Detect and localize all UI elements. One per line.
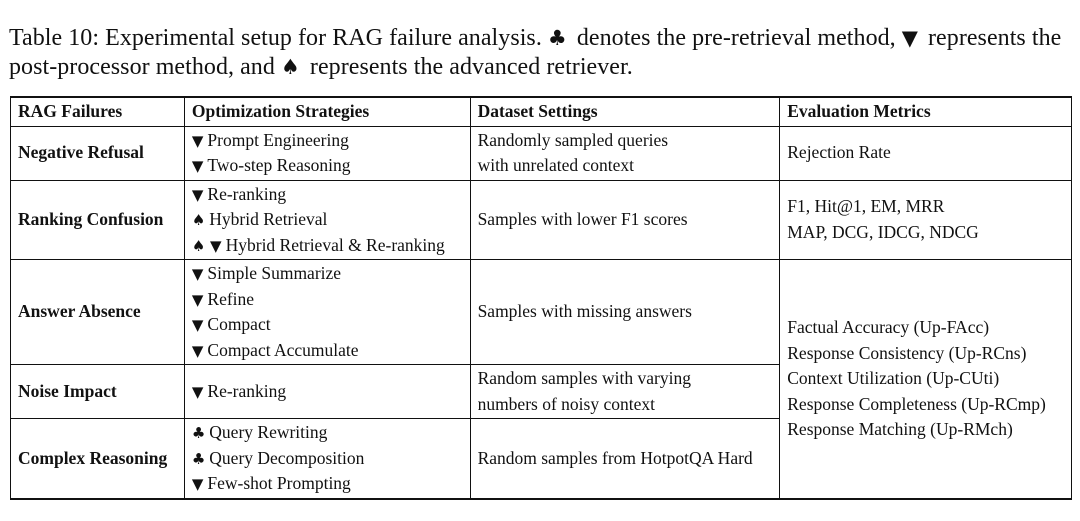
header-failures: RAG Failures <box>11 97 185 126</box>
metric-line: Rejection Rate <box>787 142 891 163</box>
strategy-text: Hybrid Retrieval & Re-ranking <box>225 234 445 255</box>
metric-line: Factual Accuracy (Up-FAcc) <box>787 317 990 337</box>
down-triangle-icon: ▼ <box>191 131 204 150</box>
caption-part3: represents the advanced retriever. <box>303 54 633 80</box>
spade-icon: ♠ <box>191 211 206 229</box>
failure-cell: Ranking Confusion <box>11 180 185 260</box>
dataset-cell <box>470 419 780 499</box>
header-dataset: Dataset Settings <box>470 97 780 126</box>
spade-icon: ♠ <box>280 55 300 79</box>
strategy-text: Compact Accumulate <box>207 339 359 360</box>
failure-cell: Answer Absence <box>11 260 185 365</box>
strategy-item <box>192 261 464 287</box>
club-icon: ♣ <box>191 449 206 468</box>
spade-down-triangle-icon: ♠ ▼ <box>191 236 222 255</box>
strategy-item <box>192 446 464 472</box>
strategy-item <box>192 182 464 208</box>
strategy-item <box>192 207 464 233</box>
metrics-cell <box>780 126 1072 180</box>
dataset-line: Samples with missing answers <box>477 301 692 322</box>
down-triangle-icon: ▼ <box>191 341 204 360</box>
strategy-item <box>192 420 464 446</box>
strategy-text: Refine <box>207 288 255 309</box>
header-row <box>11 97 1072 126</box>
strategies-cell <box>184 365 470 419</box>
header-strategies: Optimization Strategies <box>184 97 470 126</box>
strategy-text: Query Rewriting <box>209 422 328 442</box>
down-triangle-icon: ▼ <box>191 290 204 309</box>
strategy-text: Query Decomposition <box>209 447 365 468</box>
strategy-item <box>192 379 464 405</box>
caption-prefix: Table 10: Experimental setup for RAG failure analysis. <box>9 25 548 51</box>
dataset-line: Randomly sampled queries <box>477 129 669 150</box>
dataset-cell <box>470 260 780 365</box>
down-triangle-icon: ▼ <box>191 265 204 283</box>
metric-line: F1, Hit@1, EM, MRR <box>787 196 945 217</box>
caption-part2: represents the post-processor method, and <box>9 25 1062 80</box>
strategy-text: Re-ranking <box>207 380 287 401</box>
strategies-cell <box>184 126 470 180</box>
strategies-cell <box>184 260 470 365</box>
strategy-text: Prompt Engineering <box>207 129 349 150</box>
dataset-line: with unrelated context <box>477 155 635 175</box>
metric-line: Context Utilization (Up-CUti) <box>787 368 1000 388</box>
strategies-cell <box>184 419 470 499</box>
club-icon: ♣ <box>547 26 567 50</box>
down-triangle-icon: ▼ <box>901 26 918 50</box>
table-row <box>11 260 1072 365</box>
down-triangle-icon: ▼ <box>191 157 204 175</box>
strategy-text: Re-ranking <box>207 183 287 204</box>
strategy-text: Few-shot Prompting <box>207 473 351 493</box>
dataset-cell <box>470 126 780 180</box>
down-triangle-icon: ▼ <box>191 475 204 493</box>
club-icon: ♣ <box>191 424 206 442</box>
metric-line: Response Completeness (Up-RCmp) <box>787 393 1046 414</box>
table-row <box>11 180 1072 260</box>
metrics-cell <box>780 180 1072 260</box>
down-triangle-icon: ▼ <box>191 185 204 204</box>
table-caption <box>8 24 1074 82</box>
caption-part1: denotes the pre-retrieval method, <box>570 25 902 51</box>
metric-line: Response Matching (Up-RMch) <box>787 419 1013 439</box>
strategy-item <box>192 312 464 338</box>
strategy-item <box>192 233 464 259</box>
strategy-text: Simple Summarize <box>207 263 342 283</box>
strategy-item <box>192 338 464 364</box>
failure-cell: Noise Impact <box>11 365 185 419</box>
strategy-item <box>192 128 464 154</box>
strategy-text: Compact <box>207 314 271 334</box>
strategy-item <box>192 287 464 313</box>
dataset-line: Random samples from HotpotQA Hard <box>477 447 753 468</box>
strategy-text: Two-step Reasoning <box>207 155 351 175</box>
dataset-line: Random samples with varying <box>477 368 691 388</box>
down-triangle-icon: ▼ <box>191 382 204 401</box>
table-row <box>11 126 1072 180</box>
strategy-item <box>192 471 464 497</box>
dataset-cell <box>470 365 780 419</box>
dataset-cell <box>470 180 780 260</box>
failure-cell: Complex Reasoning <box>11 419 185 499</box>
strategy-text: Hybrid Retrieval <box>209 209 328 229</box>
setup-table <box>10 96 1072 500</box>
strategies-cell <box>184 180 470 260</box>
metric-line: Response Consistency (Up-RCns) <box>787 342 1027 363</box>
dataset-line: numbers of noisy context <box>477 393 655 414</box>
header-metrics: Evaluation Metrics <box>780 97 1072 126</box>
dataset-line: Samples with lower F1 scores <box>477 209 688 229</box>
strategy-item <box>192 153 464 179</box>
metric-line: MAP, DCG, IDCG, NDCG <box>787 221 979 242</box>
failure-cell: Negative Refusal <box>11 126 185 180</box>
down-triangle-icon: ▼ <box>191 316 204 334</box>
shared-metrics-cell <box>780 260 1072 499</box>
